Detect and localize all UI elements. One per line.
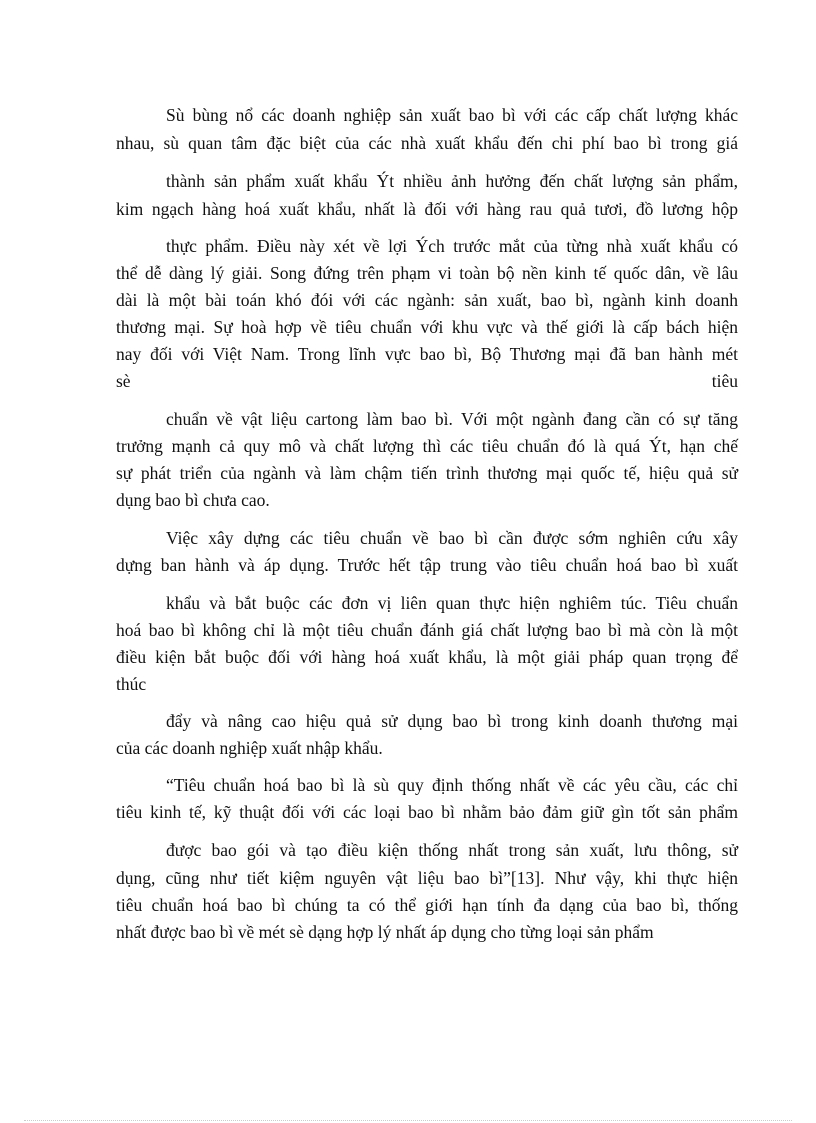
text-line: của các doanh nghiệp xuất nhập khẩu.	[116, 738, 383, 758]
text-line: tiêu chuẩn hoá bao bì chúng ta có thể giới hạn tính đa dạng của bao bì, thống	[116, 895, 738, 915]
text-line: dài là một bài toán khó đói với các ngành: sản xuất, bao bì, ngành kinh doanh	[116, 290, 738, 310]
text-line: dựng ban hành và áp dụng. Trước hết tập trung vào tiêu chuẩn hoá bao bì xuất	[116, 555, 738, 575]
text-line: chuẩn về vật liệu cartong làm bao bì. Với một ngành đang cần có sự tăng	[166, 409, 738, 429]
text-line: thúc	[116, 674, 147, 694]
text-line: điều kiện bắt buộc đối với hàng hoá xuất khẩu, là một giải pháp quan trọng để	[116, 647, 738, 667]
text-line: khẩu và bắt buộc các đơn vị liên quan thực hiện nghiêm túc. Tiêu chuẩn	[166, 593, 738, 613]
text-line: thương mại. Sự hoà hợp về tiêu chuẩn với khu vực và thế giới là cấp bách hiện	[116, 317, 738, 337]
page-bottom-divider	[24, 1120, 792, 1121]
text-line: sè tiêu	[116, 371, 738, 391]
text-line: nhau, sù quan tâm đặc biệt của các nhà xuất khẩu đến chi phí bao bì trong giá	[116, 133, 738, 153]
text-line: nhất được bao bì về mét sè dạng hợp lý nhất áp dụng cho từng loại sản phẩm	[116, 922, 654, 942]
text-line: sự phát triển của ngành và làm chậm tiến trình thương mại quốc tế, hiệu quả sử	[116, 463, 738, 483]
text-line: nay đối với Việt Nam. Trong lĩnh vực bao bì, Bộ Thương mại đã ban hành mét	[116, 344, 738, 364]
text-line: thể dễ dàng lý giải. Song đứng trên phạm vi toàn bộ nền kinh tế quốc dân, về lâu	[116, 263, 738, 283]
text-line: “Tiêu chuẩn hoá bao bì là sù quy định thống nhất về các yêu cầu, các chỉ	[166, 775, 738, 795]
text-line: kim ngạch hàng hoá xuất khẩu, nhất là đối với hàng rau quả tươi, đồ lương hộp	[116, 199, 738, 219]
text-line: tiêu kinh tế, kỹ thuật đối với các loại bao bì nhằm bảo đảm giữ gìn tốt sản phẩm	[116, 802, 738, 822]
text-line: trưởng mạnh cả quy mô và chất lượng thì các tiêu chuẩn đó là quá Ýt, hạn chế	[116, 436, 738, 456]
text-line: dụng bao bì chưa cao.	[116, 490, 270, 510]
text-line: thực phẩm. Điều này xét về lợi Ých trước mắt của từng nhà xuất khẩu có	[166, 236, 738, 256]
text-line: thành sản phẩm xuất khẩu Ýt nhiều ảnh hưởng đến chất lượng sản phẩm,	[166, 171, 738, 191]
text-line: Việc xây dựng các tiêu chuẩn về bao bì cần được sớm nghiên cứu xây	[166, 528, 738, 548]
text-line: Sù bùng nổ các doanh nghiệp sản xuất bao bì với các cấp chất lượng khác	[166, 105, 738, 125]
text-line: đẩy và nâng cao hiệu quả sử dụng bao bì trong kinh doanh thương mại	[166, 711, 738, 731]
text-line: hoá bao bì không chỉ là một tiêu chuẩn đánh giá chất lượng bao bì mà còn là một	[116, 620, 738, 640]
text-line: dụng, cũng như tiết kiệm nguyên vật liệu bao bì”[13]. Như vậy, khi thực hiện	[116, 868, 738, 888]
text-line: được bao gói và tạo điều kiện thống nhất trong sản xuất, lưu thông, sử	[166, 840, 738, 860]
